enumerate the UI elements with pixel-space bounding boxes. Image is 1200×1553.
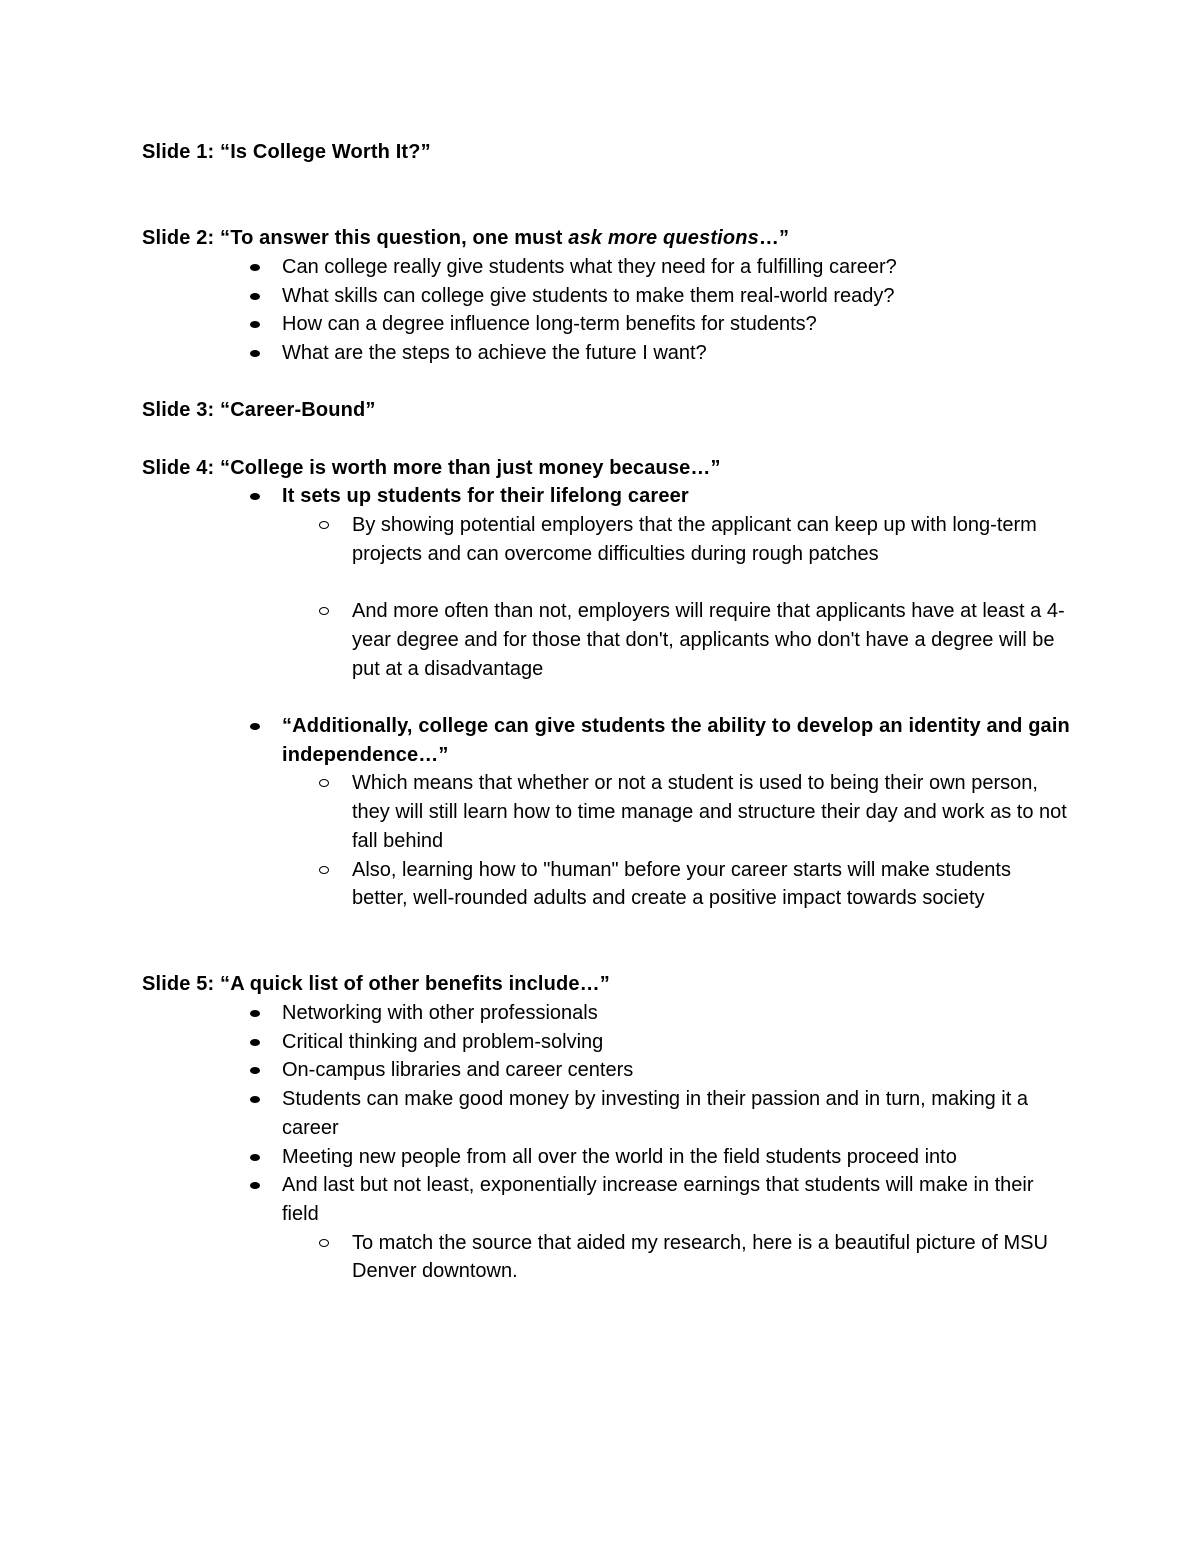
bullet-dot-icon (250, 1154, 260, 1161)
sub-list-item-text: To match the source that aided my research, here is a beautiful picture of MSU Denver downtown. (352, 1231, 1048, 1283)
sub-list-item (282, 511, 1072, 568)
slide-3-label: Slide 3: (142, 399, 221, 422)
sub-list (142, 511, 1072, 683)
bullet-dot-icon (250, 321, 260, 328)
sub-list-item (282, 769, 1072, 855)
sub-list-item-text: By showing potential employers that the applicant can keep up with long-term projects and can overcome difficulties during rough patches (352, 514, 1037, 565)
slide-5-title: “A quick list of other benefits include…” (220, 973, 610, 996)
list-item (142, 1143, 1072, 1172)
bullet-circle-icon (319, 607, 329, 615)
slide-1-heading (142, 138, 1072, 167)
slide-2-title-suffix: …” (758, 227, 790, 250)
sub-list-item (282, 597, 1072, 683)
list-item-text: And last but not least, exponentially increase earnings that students will make in their field (282, 1174, 1034, 1225)
slide-4-label: Slide 4: (142, 456, 221, 479)
slide-2-title-emphasis: ask more questions (568, 227, 759, 250)
list-item (142, 999, 1072, 1028)
list-item (142, 253, 1072, 282)
slide-2-label: Slide 2: (142, 227, 221, 250)
slide-1-label: Slide 1: (142, 141, 221, 163)
slide-4-heading (142, 454, 1072, 483)
list-item-text: Can college really give students what they need for a fulfilling career? (282, 255, 897, 278)
list-item-text: Critical thinking and problem-solving (282, 1030, 604, 1053)
slide-5-bullet-list (142, 999, 1072, 1286)
bullet-dot-icon (250, 1039, 260, 1046)
bullet-dot-icon (250, 1067, 260, 1074)
list-item-text: Meeting new people from all over the world in the field students proceed into (282, 1145, 957, 1168)
slide-4-title: “College is worth more than just money because…” (220, 456, 721, 479)
list-item-text: How can a degree influence long-term benefits for students? (282, 313, 817, 336)
bullet-dot-icon (250, 723, 260, 730)
list-item (142, 1028, 1072, 1057)
slide-2-bullet-list (142, 253, 1072, 368)
slide-3-heading (142, 396, 1072, 425)
bullet-dot-icon (250, 350, 260, 357)
document-body (142, 138, 1072, 1286)
list-item (142, 1171, 1072, 1286)
list-item (142, 282, 1072, 311)
bullet-circle-icon (319, 866, 329, 874)
list-item (142, 310, 1072, 339)
sub-list (142, 769, 1072, 913)
list-item-text: On-campus libraries and career centers (282, 1059, 634, 1082)
sub-list-item-text: Also, learning how to "human" before your career starts will make students better, well-rounded adults and create a positive impact towards society (352, 858, 1011, 910)
bullet-circle-icon (319, 779, 329, 787)
list-item-text: Students can make good money by investing in their passion and in turn, making it a career (282, 1088, 1028, 1139)
bullet-dot-icon (250, 1182, 260, 1189)
bullet-circle-icon (319, 521, 329, 529)
bullet-dot-icon (250, 1096, 260, 1103)
slide-5-heading (142, 970, 1072, 999)
bullet-dot-icon (250, 493, 260, 500)
list-item-text: What skills can college give students to make them real-world ready? (282, 284, 895, 307)
sub-list-item (282, 856, 1072, 913)
bullet-dot-icon (250, 293, 260, 300)
bullet-dot-icon (250, 1010, 260, 1017)
bullet-dot-icon (250, 264, 260, 271)
slide-1-title: “Is College Worth It?” (220, 141, 431, 163)
slide-2-heading (142, 224, 1072, 253)
list-item-text: It sets up students for their lifelong career (282, 485, 689, 508)
sub-list (142, 1229, 1072, 1286)
list-item (142, 712, 1072, 913)
list-item-text: Networking with other professionals (282, 1002, 598, 1024)
list-item (142, 1085, 1072, 1142)
slide-4-point-list (142, 482, 1072, 913)
list-item (142, 339, 1072, 368)
list-item-text: What are the steps to achieve the future I want? (282, 341, 707, 364)
list-item-text: “Additionally, college can give students the ability to develop an identity and gain independence…” (282, 714, 1070, 766)
slide-2-title-prefix: “To answer this question, one must (220, 227, 569, 250)
sub-list-item-text: And more often than not, employers will require that applicants have at least a 4-year degree and for those that don't, applicants who don't have a degree will be put at a disadvantage (352, 600, 1065, 680)
bullet-circle-icon (319, 1239, 329, 1247)
slide-3-title: “Career-Bound” (220, 399, 376, 422)
sub-list-item-text: Which means that whether or not a student is used to being their own person, they will still learn how to time manage and structure their day and work as to not fall behind (352, 772, 1067, 852)
slide-5-label: Slide 5: (142, 973, 221, 996)
sub-list-item (282, 1229, 1072, 1286)
list-item (142, 482, 1072, 683)
list-item (142, 1056, 1072, 1085)
